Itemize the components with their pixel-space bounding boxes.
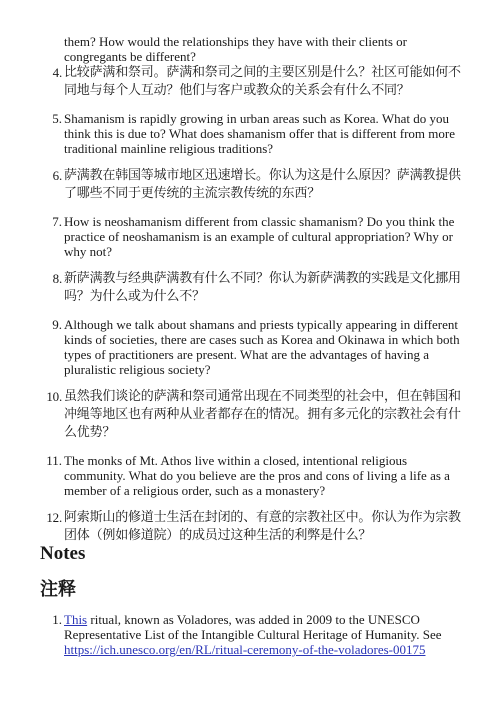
question-text: Although we talk about shamans and priests typically appearing in different kinds of societies, there are cases such as Korea and Okinawa in which both types of practitioners are present. What are the advantages of having a pluralistic religious society? <box>64 317 460 377</box>
question-text: The monks of Mt. Athos live within a closed, intentional religious community. What do you believe are the pros and cons of living a life as a member of a religious order, such as a monastery? <box>64 453 450 498</box>
question-continuation: them? How would the relationships they have with their clients or congregants be different? <box>64 34 407 64</box>
note-number: 1. <box>52 612 62 627</box>
question-text: 新萨满教与经典萨满教有什么不同？你认为新萨满教的实践是文化挪用吗？为什么或为什么不？ <box>64 271 461 304</box>
list-item <box>0 64 464 111</box>
list-item <box>0 167 464 214</box>
note-item <box>0 612 464 657</box>
list-item <box>0 453 464 509</box>
item-number: 7. <box>52 214 62 229</box>
question-text: 虽然我们谈论的萨满和祭司通常出现在不同类型的社会中，但在韩国和冲绳等地区也有两种从业者都存在的情况。拥有多元化的宗教社会有什么优势？ <box>64 389 461 440</box>
item-number: 5. <box>52 111 62 126</box>
item-number: 12. <box>46 510 62 525</box>
question-text: How is neoshamanism different from classic shamanism? Do you think the practice of neoshamanism is an example of cultural appropriation? Why or why not? <box>64 214 455 259</box>
note-source-link[interactable]: This <box>64 612 88 627</box>
notes-heading-chinese: 注释 <box>40 579 76 600</box>
list-item <box>0 388 464 453</box>
notes-heading: Notes <box>40 543 86 564</box>
item-number: 6. <box>52 168 62 183</box>
list-item <box>0 317 464 388</box>
item-number: 9. <box>52 317 62 332</box>
question-text: 比较萨满和祭司。萨满和祭司之间的主要区别是什么？社区可能如何不同地与每个人互动？他们与客户或教众的关系会有什么不同？ <box>64 65 461 98</box>
note-url-link[interactable]: https://ich.unesco.org/en/RL/ritual-ceremony-of-the-voladores-00175 <box>64 642 426 657</box>
list-item <box>0 111 464 167</box>
item-number: 8. <box>52 271 62 286</box>
notes-list <box>0 612 500 657</box>
list-item <box>0 214 464 270</box>
question-text: 阿索斯山的修道士生活在封闭的、有意的宗教社区中。你认为作为宗教团体（例如修道院）的成员过这种生活的利弊是什么？ <box>64 510 461 543</box>
discussion-questions-list <box>0 64 500 556</box>
list-item <box>0 270 464 317</box>
item-number: 11. <box>46 453 62 468</box>
question-text: Shamanism is rapidly growing in urban areas such as Korea. What do you think this is due to? What does shamanism offer that is different from more traditional mainline religious traditions? <box>64 111 456 156</box>
note-text: ritual, known as Voladores, was added in 2009 to the UNESCO Representative List of the Intangible Cultural Heritage of Humanity. See <box>64 612 442 642</box>
item-number: 10. <box>46 389 62 404</box>
question-text: 萨满教在韩国等城市地区迅速增长。你认为这是什么原因？萨满教提供了哪些不同于更传统的主流宗教传统的东西？ <box>64 168 461 201</box>
item-number: 4. <box>52 65 62 80</box>
